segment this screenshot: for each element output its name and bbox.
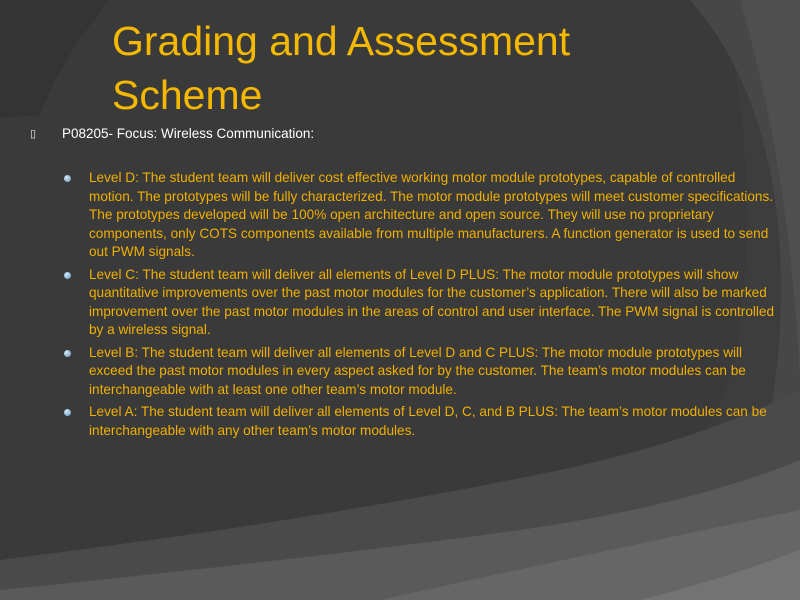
round-bullet-icon — [64, 175, 71, 182]
levels-list — [60, 169, 775, 444]
round-bullet-icon — [64, 409, 71, 416]
round-bullet-icon — [64, 272, 71, 279]
level-a-item — [60, 403, 775, 440]
level-d-item — [60, 169, 775, 262]
focus-text: P08205- Focus: Wireless Communication: — [62, 126, 315, 141]
round-bullet-icon — [64, 350, 71, 357]
level-a-text: Level A: The student team will deliver all elements of Level D, C, and B PLUS: The team’s motor modules can be interchangeable with any other team’s motor modules. — [89, 404, 767, 438]
level-b-text: Level B: The student team will deliver all elements of Level D and C PLUS: The motor module prototypes will exceed the past motor modules in every aspect asked for by the customer. The team’s motor modules can be interchangeable with at least one other team’s motor module. — [89, 344, 746, 397]
level-c-item — [60, 266, 775, 340]
square-bullet-icon: ▯ — [30, 128, 37, 140]
level-b-item — [60, 344, 775, 400]
level-d-text: Level D: The student team will deliver cost effective working motor module prototypes, capable of controlled motion. The prototypes will be fully characterized. The motor module prototypes will meet customer specifications. The prototypes developed will be 100% open architecture and open source. They will use no proprietary components, only COTS components available from multiple manufacturers. A function generator is used to send out PWM signals. — [89, 170, 774, 259]
level-c-text: Level C: The student team will deliver all elements of Level D PLUS: The motor module prototypes will show quantitative improvements over the past motor modules for the customer’s application. There will also be marked improvement over the past motor modules in the areas of control and user interface. The PWM signal is controlled by a wireless signal. — [89, 266, 775, 337]
slide-title: Grading and Assessment Scheme — [112, 18, 571, 118]
